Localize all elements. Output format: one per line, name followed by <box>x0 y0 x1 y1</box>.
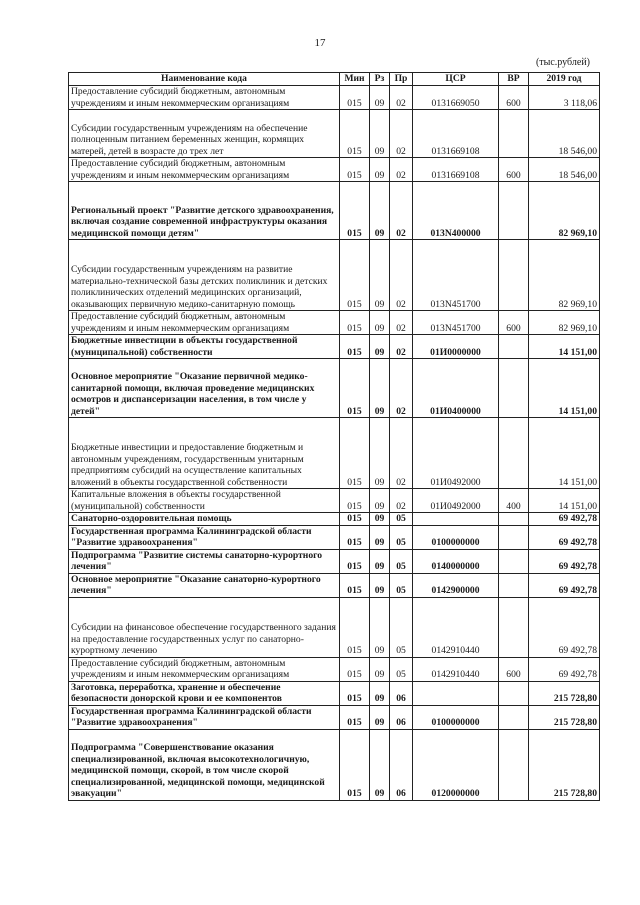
row-vr <box>499 182 529 240</box>
row-name: Субсидии государственным учреждениям на развитие материально-технической базы детских поликлиник и детских поликлинических отделений медицинских организаций, оказывающих первичную медико-санитарную помощь <box>69 240 340 311</box>
row-amount: 18 546,00 <box>529 110 600 158</box>
row-min: 015 <box>340 86 370 110</box>
row-min: 015 <box>340 489 370 513</box>
row-vr <box>499 729 529 800</box>
row-csr: 0100000000 <box>413 705 499 729</box>
units-label: (тыс.рублей) <box>535 57 590 68</box>
table-row <box>69 110 600 158</box>
row-vr <box>499 525 529 549</box>
row-pr: 05 <box>390 597 413 657</box>
row-rz: 09 <box>370 597 390 657</box>
row-name: Предоставление субсидий бюджетным, автономным учреждениям и иным некоммерческим организациям <box>69 158 340 182</box>
row-csr: 01И0492000 <box>413 489 499 513</box>
row-rz: 09 <box>370 359 390 418</box>
col-header-vr: ВР <box>499 73 529 86</box>
table-row <box>69 573 600 597</box>
table-row <box>69 418 600 489</box>
row-min: 015 <box>340 110 370 158</box>
table-row <box>69 549 600 573</box>
col-header-amount: 2019 год <box>529 73 600 86</box>
row-vr <box>499 110 529 158</box>
table-row <box>69 597 600 657</box>
row-amount: 69 492,78 <box>529 573 600 597</box>
row-name: Подпрограмма "Развитие системы санаторно-курортного лечения" <box>69 549 340 573</box>
row-csr: 013N400000 <box>413 182 499 240</box>
row-amount: 82 969,10 <box>529 182 600 240</box>
row-name: Бюджетные инвестиции в объекты государственной (муниципальной) собственности <box>69 335 340 359</box>
row-name: Региональный проект "Развитие детского здравоохранения, включая создание современной инфраструктуры оказания медицинской помощи детям" <box>69 182 340 240</box>
row-vr <box>499 705 529 729</box>
row-pr: 02 <box>390 335 413 359</box>
row-pr: 02 <box>390 110 413 158</box>
row-rz: 09 <box>370 158 390 182</box>
row-csr: 01И0000000 <box>413 335 499 359</box>
row-min: 015 <box>340 182 370 240</box>
row-vr <box>499 573 529 597</box>
row-min: 015 <box>340 681 370 705</box>
row-rz: 09 <box>370 657 390 681</box>
row-amount: 215 728,80 <box>529 705 600 729</box>
row-min: 015 <box>340 513 370 526</box>
row-min: 015 <box>340 335 370 359</box>
col-header-name: Наименование кода <box>69 73 340 86</box>
row-amount: 215 728,80 <box>529 681 600 705</box>
row-csr <box>413 513 499 526</box>
row-rz: 09 <box>370 525 390 549</box>
row-pr: 05 <box>390 573 413 597</box>
row-pr: 02 <box>390 311 413 335</box>
table-row <box>69 335 600 359</box>
row-rz: 09 <box>370 705 390 729</box>
row-min: 015 <box>340 525 370 549</box>
row-csr: 0131669050 <box>413 86 499 110</box>
table-row <box>69 158 600 182</box>
row-amount: 18 546,00 <box>529 158 600 182</box>
table-header-row <box>69 73 600 86</box>
row-vr <box>499 549 529 573</box>
row-min: 015 <box>340 573 370 597</box>
table-row <box>69 657 600 681</box>
row-min: 015 <box>340 158 370 182</box>
table-row <box>69 729 600 800</box>
row-amount: 69 492,78 <box>529 657 600 681</box>
row-name: Подпрограмма "Совершенствование оказания специализированной, включая высокотехнологичную, медицинской помощи, скорой, в том числе скорой специализированной, медицинской помощи, медицинской эвакуации" <box>69 729 340 800</box>
table-row <box>69 240 600 311</box>
row-pr: 05 <box>390 657 413 681</box>
row-name: Бюджетные инвестиции и предоставление бюджетным и автономным учреждениям, государственным унитарным предприятиям субсидий на осуществление капитальных вложений в объекты государственной собственности <box>69 418 340 489</box>
row-csr: 01И0400000 <box>413 359 499 418</box>
row-vr <box>499 418 529 489</box>
row-min: 015 <box>340 549 370 573</box>
row-name: Заготовка, переработка, хранение и обеспечение безопасности донорской крови и ее компонентов <box>69 681 340 705</box>
row-rz: 09 <box>370 86 390 110</box>
row-pr: 02 <box>390 86 413 110</box>
row-csr: 0120000000 <box>413 729 499 800</box>
row-rz: 09 <box>370 182 390 240</box>
row-rz: 09 <box>370 681 390 705</box>
col-header-csr: ЦСР <box>413 73 499 86</box>
row-vr <box>499 597 529 657</box>
table-row <box>69 513 600 526</box>
row-name: Основное мероприятие "Оказание первичной медико-санитарной помощи, включая проведение медицинских осмотров и диспансеризации населения, в том числе у детей" <box>69 359 340 418</box>
row-pr: 05 <box>390 525 413 549</box>
table-row <box>69 681 600 705</box>
row-rz: 09 <box>370 573 390 597</box>
row-vr: 600 <box>499 86 529 110</box>
row-min: 015 <box>340 705 370 729</box>
row-amount: 82 969,10 <box>529 240 600 311</box>
row-name: Основное мероприятие "Оказание санаторно-курортного лечения" <box>69 573 340 597</box>
row-name: Государственная программа Калининградской области "Развитие здравоохранения" <box>69 525 340 549</box>
table-row <box>69 86 600 110</box>
row-amount: 14 151,00 <box>529 359 600 418</box>
row-name: Предоставление субсидий бюджетным, автономным учреждениям и иным некоммерческим организациям <box>69 86 340 110</box>
row-name: Субсидии на финансовое обеспечение государственного задания на предоставление государственных услуг по санаторно-курортному лечению <box>69 597 340 657</box>
row-amount: 215 728,80 <box>529 729 600 800</box>
row-csr: 013N451700 <box>413 311 499 335</box>
row-amount: 14 151,00 <box>529 418 600 489</box>
row-csr: 013N451700 <box>413 240 499 311</box>
row-pr: 02 <box>390 359 413 418</box>
row-amount: 82 969,10 <box>529 311 600 335</box>
row-name: Капитальные вложения в объекты государственной (муниципальной) собственности <box>69 489 340 513</box>
row-pr: 02 <box>390 418 413 489</box>
row-amount: 14 151,00 <box>529 489 600 513</box>
row-name: Государственная программа Калининградской области "Развитие здравоохранения" <box>69 705 340 729</box>
row-amount: 14 151,00 <box>529 335 600 359</box>
row-csr: 0142910440 <box>413 657 499 681</box>
table-row <box>69 525 600 549</box>
col-header-pr: Пр <box>390 73 413 86</box>
row-rz: 09 <box>370 240 390 311</box>
row-pr: 05 <box>390 549 413 573</box>
row-amount: 69 492,78 <box>529 513 600 526</box>
row-csr: 0142910440 <box>413 597 499 657</box>
row-pr: 06 <box>390 729 413 800</box>
row-name: Предоставление субсидий бюджетным, автономным учреждениям и иным некоммерческим организациям <box>69 311 340 335</box>
row-pr: 02 <box>390 158 413 182</box>
row-vr: 600 <box>499 657 529 681</box>
row-pr: 02 <box>390 489 413 513</box>
row-pr: 05 <box>390 513 413 526</box>
row-name: Субсидии государственным учреждениям на обеспечение полноценным питанием беременных женщин, кормящих матерей, детей в возрасте до трех лет <box>69 110 340 158</box>
row-csr: 0140000000 <box>413 549 499 573</box>
row-pr: 06 <box>390 681 413 705</box>
table-row <box>69 705 600 729</box>
row-vr: 600 <box>499 158 529 182</box>
row-rz: 09 <box>370 418 390 489</box>
row-csr: 0100000000 <box>413 525 499 549</box>
row-vr: 400 <box>499 489 529 513</box>
row-min: 015 <box>340 359 370 418</box>
row-min: 015 <box>340 597 370 657</box>
row-vr <box>499 335 529 359</box>
row-rz: 09 <box>370 335 390 359</box>
row-rz: 09 <box>370 513 390 526</box>
row-min: 015 <box>340 418 370 489</box>
col-header-rz: Рз <box>370 73 390 86</box>
row-min: 015 <box>340 657 370 681</box>
row-pr: 02 <box>390 182 413 240</box>
table-row <box>69 182 600 240</box>
row-vr <box>499 513 529 526</box>
row-rz: 09 <box>370 489 390 513</box>
row-rz: 09 <box>370 110 390 158</box>
row-csr: 0131669108 <box>413 158 499 182</box>
row-pr: 02 <box>390 240 413 311</box>
budget-table <box>68 72 600 801</box>
table-row <box>69 489 600 513</box>
row-amount: 3 118,06 <box>529 86 600 110</box>
row-rz: 09 <box>370 729 390 800</box>
row-csr: 0142900000 <box>413 573 499 597</box>
row-vr <box>499 359 529 418</box>
row-amount: 69 492,78 <box>529 597 600 657</box>
row-vr: 600 <box>499 311 529 335</box>
table-body <box>69 86 600 801</box>
row-name: Предоставление субсидий бюджетным, автономным учреждениям и иным некоммерческим организациям <box>69 657 340 681</box>
row-vr <box>499 681 529 705</box>
row-rz: 09 <box>370 549 390 573</box>
row-vr <box>499 240 529 311</box>
row-name: Санаторно-оздоровительная помощь <box>69 513 340 526</box>
row-amount: 69 492,78 <box>529 549 600 573</box>
row-min: 015 <box>340 729 370 800</box>
col-header-min: Мин <box>340 73 370 86</box>
row-amount: 69 492,78 <box>529 525 600 549</box>
table-row <box>69 311 600 335</box>
row-pr: 06 <box>390 705 413 729</box>
page-number: 17 <box>314 37 326 49</box>
row-min: 015 <box>340 311 370 335</box>
row-csr: 0131669108 <box>413 110 499 158</box>
row-csr <box>413 681 499 705</box>
table-row <box>69 359 600 418</box>
row-csr: 01И0492000 <box>413 418 499 489</box>
row-rz: 09 <box>370 311 390 335</box>
row-min: 015 <box>340 240 370 311</box>
